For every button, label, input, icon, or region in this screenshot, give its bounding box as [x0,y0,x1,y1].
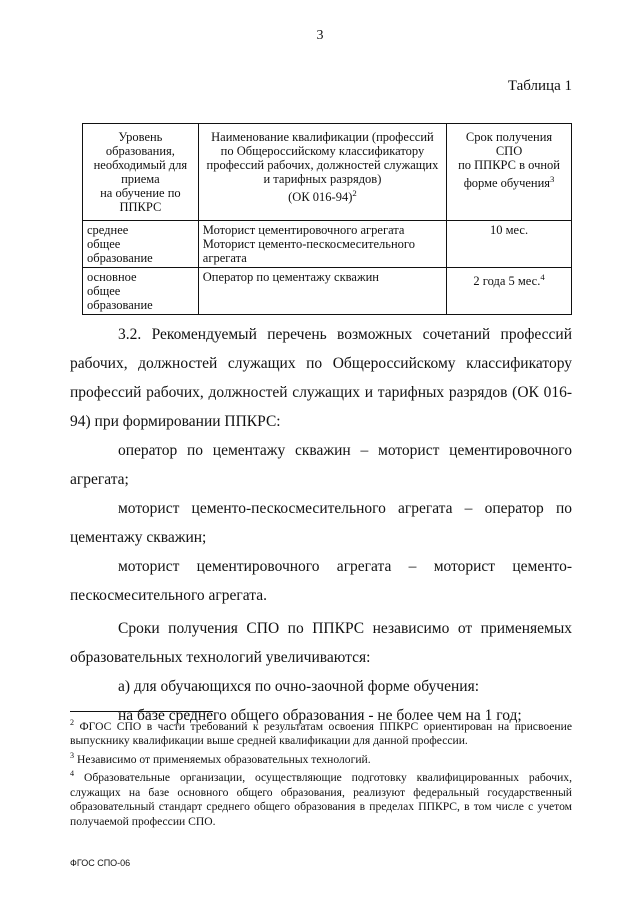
footnote: $^3$ Независимо от применяемых образовательных технологий. [70,750,371,766]
qualification-table [82,123,572,315]
header-qualification-name: Наименование квалификации (профессий по Общероссийскому классификатору профессий рабочих, должностей служащих и тарифных разрядов) (ОК 016-94)$^2$ [198,124,446,221]
paragraph: 3.2. Рекомендуемый перечень возможных сочетаний профессий рабочих, должностей служащих по Общероссийскому классификатору профессий рабочих, должностей служащих и тарифных разрядов (ОК 016-94) при формировании ППКРС: [70,326,572,430]
row-education-level: среднее общее образование [83,221,199,268]
paragraph: моторист цементо-пескосмесительного агрегата – оператор по цементажу скважин; [70,500,572,546]
document-footer: ФГОС СПО-06 [70,858,131,868]
row-qualification: Моторист цементировочного агрегата Моторист цементо-пескосмесительного агрегата [198,221,446,268]
body-text [70,320,572,730]
footnotes [70,716,572,829]
footnote-ref-4: 4 [540,272,545,282]
footnote: $^2$ ФГОС СПО в части требований к результатам освоения ППКРС ориентирован на присвоение выпускнику квалификации выше средней квалификации для данной профессии. [70,718,572,748]
paragraph: моторист цементировочного агрегата – моторист цементо-пескосмесительного агрегата. [70,558,572,604]
paragraph: на базе среднего общего образования - не более чем на 1 год; [118,707,522,724]
footnote-ref-2: 2 [352,188,357,198]
table-row [83,268,572,315]
paragraph: а) для обучающихся по очно-заочной форме обучения: [118,678,480,695]
row-education-level: основное общее образование [83,268,199,315]
footnote: $^4$ Образовательные организации, осуществляющие подготовку квалифицированных рабочих, служащих на базе основного общего образования, реализуют федеральный государственный образовательный стандарт среднего общего образования в пределах ППКРС, в том числе с учетом получаемой профессии СПО. [70,769,572,828]
table-label: Таблица 1 [507,78,572,94]
paragraph: оператор по цементажу скважин – моторист цементировочного агрегата; [70,442,572,488]
page-number: 3 [316,28,324,43]
row-qualification: Оператор по цементажу скважин [198,268,446,315]
row-term: 2 года 5 мес.$^4$ [447,268,572,315]
header-study-term: Срок получения СПО по ППКРС в очной форме обучения$^3$ [447,124,572,221]
paragraph: Сроки получения СПО по ППКРС независимо от применяемых образовательных технологий увеличиваются: [70,620,572,666]
row-term: 10 мес. [447,221,572,268]
footnote-divider [70,711,213,712]
table-row [83,221,572,268]
table-header-row [83,124,572,221]
footnote-ref-3: 3 [550,174,555,184]
header-education-level: Уровень образования, необходимый для приема на обучение по ППКРС [83,124,199,221]
